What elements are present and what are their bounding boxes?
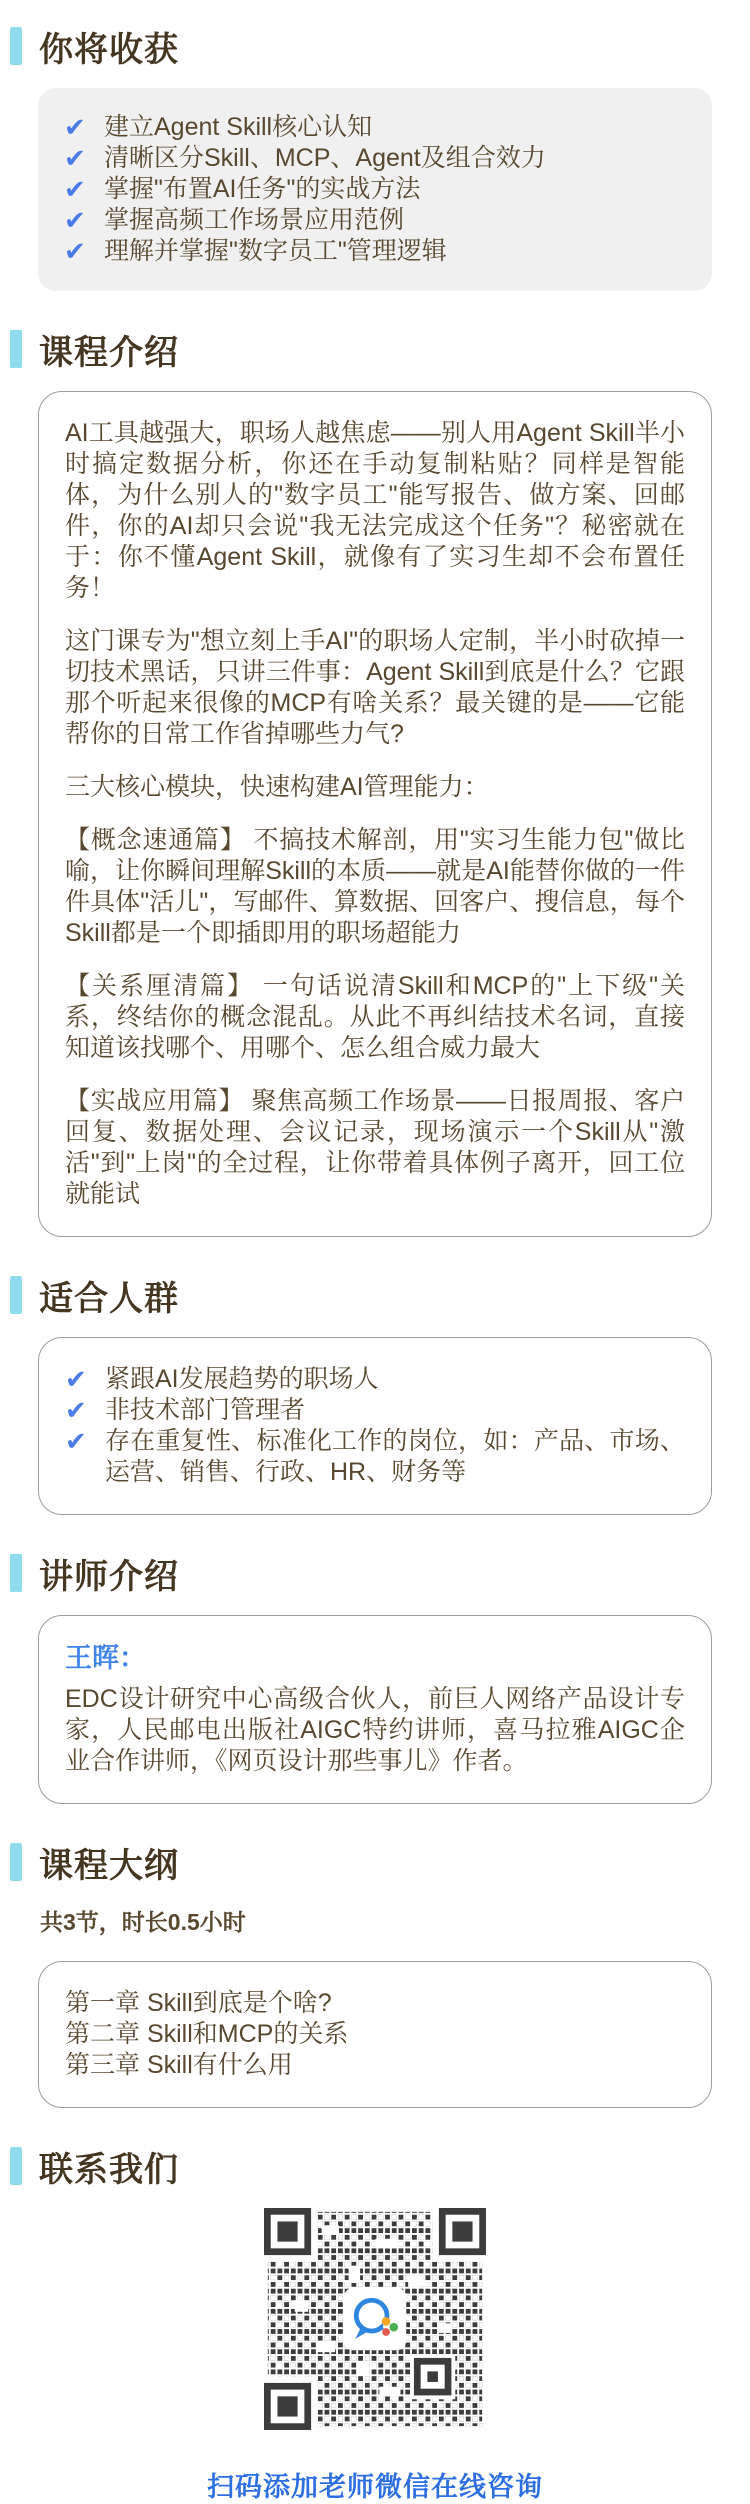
section-title-audience: 适合人群 bbox=[39, 1279, 179, 1318]
wechat-work-logo-icon bbox=[344, 2288, 406, 2350]
gains-card bbox=[38, 88, 712, 291]
section-accent-bar bbox=[10, 1276, 22, 1314]
qr-finder-top-left bbox=[264, 2208, 318, 2262]
list-item bbox=[65, 1364, 685, 1395]
list-item bbox=[64, 112, 686, 143]
section-title-contact: 联系我们 bbox=[39, 2150, 179, 2189]
check-icon: ✔ bbox=[65, 1426, 87, 1456]
qr-caption: 扫码添加老师微信在线咨询 bbox=[207, 2472, 543, 2502]
instructor-name: 王晖： bbox=[65, 1643, 146, 1673]
check-icon: ✔ bbox=[64, 112, 86, 142]
course-intro-card bbox=[38, 391, 712, 1237]
section-contact-header bbox=[0, 2146, 750, 2189]
section-accent-bar bbox=[10, 330, 22, 368]
qr-alignment-pattern bbox=[410, 2354, 455, 2399]
intro-paragraph: 【概念速通篇】 不搞技术解剖，用"实习生能力包"做比喻，让你瞬间理解Skill的本质——就是AI能替你做的一件件具体"活儿"，写邮件、算数据、回客户、搜信息，每个Skill都是一个即插即用的职场超能力 bbox=[65, 826, 685, 947]
section-audience-header bbox=[0, 1275, 750, 1318]
audience-item-label: 非技术部门管理者 bbox=[105, 1396, 306, 1424]
list-item bbox=[64, 143, 686, 174]
section-title-outline: 课程大纲 bbox=[39, 1846, 179, 1885]
gain-item-label: 建立Agent Skill核心认知 bbox=[104, 113, 373, 141]
section-accent-bar bbox=[10, 2147, 22, 2185]
check-icon: ✔ bbox=[64, 174, 86, 204]
outline-card bbox=[38, 1961, 712, 2108]
section-gains bbox=[0, 26, 750, 291]
section-title-course-intro: 课程介绍 bbox=[39, 333, 179, 372]
list-item bbox=[64, 236, 686, 267]
check-icon: ✔ bbox=[64, 143, 86, 173]
wechat-qr-code bbox=[264, 2208, 486, 2430]
section-contact bbox=[0, 2146, 750, 2504]
section-gains-header bbox=[0, 26, 750, 69]
list-item bbox=[65, 1395, 685, 1426]
section-outline-header bbox=[0, 1842, 750, 1885]
audience-item-label: 紧跟AI发展趋势的职场人 bbox=[105, 1365, 379, 1393]
gain-item-label: 掌握高频工作场景应用范例 bbox=[104, 206, 405, 234]
list-item bbox=[64, 205, 686, 236]
section-outline bbox=[0, 1842, 750, 2108]
gain-item-label: 清晰区分Skill、MCP、Agent及组合效力 bbox=[104, 144, 546, 172]
qr-code-container bbox=[0, 2208, 750, 2504]
section-course-intro bbox=[0, 329, 750, 1237]
check-icon: ✔ bbox=[64, 205, 86, 235]
outline-meta: 共3节，时长0.5小时 bbox=[40, 1909, 246, 1935]
list-item bbox=[64, 174, 686, 205]
qr-finder-bottom-left bbox=[264, 2376, 318, 2430]
section-audience bbox=[0, 1275, 750, 1515]
audience-list bbox=[65, 1364, 685, 1488]
instructor-card bbox=[38, 1615, 712, 1804]
gains-list bbox=[64, 112, 686, 267]
gain-item-label: 掌握"布置AI任务"的实战方法 bbox=[104, 175, 421, 203]
qr-finder-top-right bbox=[432, 2208, 486, 2262]
section-accent-bar bbox=[10, 1554, 22, 1592]
section-accent-bar bbox=[10, 1843, 22, 1881]
intro-paragraph: AI工具越强大，职场人越焦虑——别人用Agent Skill半小时搞定数据分析，你还在手动复制粘贴？同样是智能体，为什么别人的"数字员工"能写报告、做方案、回邮件，你的AI却只会说"我无法完成这个任务"？秘密就在于：你不懂Agent Skill，就像有了实习生却不会布置任务！ bbox=[65, 419, 685, 602]
audience-card bbox=[38, 1337, 712, 1515]
audience-item-label: 存在重复性、标准化工作的岗位，如：产品、市场、运营、销售、行政、HR、财务等 bbox=[105, 1427, 685, 1486]
chapter-item: 第三章 Skill有什么用 bbox=[65, 2051, 293, 2079]
chapter-item: 第一章 Skill到底是个啥? bbox=[65, 1989, 332, 2017]
gain-item-label: 理解并掌握"数字员工"管理逻辑 bbox=[104, 237, 447, 265]
list-item bbox=[65, 1426, 685, 1488]
intro-paragraph: 【实战应用篇】 聚焦高频工作场景——日报周报、客户回复、数据处理、会议记录，现场演示一个Skill从"激活"到"上岗"的全过程，让你带着具体例子离开，回工位就能试 bbox=[65, 1087, 685, 1208]
check-icon: ✔ bbox=[65, 1364, 87, 1394]
outline-list bbox=[65, 1988, 685, 2081]
section-accent-bar bbox=[10, 27, 22, 65]
intro-paragraph: 这门课专为"想立刻上手AI"的职场人定制，半小时砍掉一切技术黑话，只讲三件事：Agent Skill到底是什么？它跟那个听起来很像的MCP有啥关系？最关键的是——它能帮你的日常工作省掉哪些力气? bbox=[65, 627, 685, 748]
instructor-bio: EDC设计研究中心高级合伙人，前巨人网络产品设计专家，人民邮电出版社AIGC特约讲师，喜马拉雅AIGC企业合作讲师，《网页设计那些事儿》作者。 bbox=[65, 1685, 685, 1775]
section-course-intro-header bbox=[0, 329, 750, 372]
intro-paragraph: 三大核心模块，快速构建AI管理能力： bbox=[65, 773, 489, 801]
section-instructor-header bbox=[0, 1553, 750, 1596]
chapter-item: 第二章 Skill和MCP的关系 bbox=[65, 2020, 349, 2048]
check-icon: ✔ bbox=[64, 236, 86, 266]
section-instructor bbox=[0, 1553, 750, 1804]
intro-paragraph: 【关系厘清篇】 一句话说清Skill和MCP的"上下级"关系，终结你的概念混乱。从此不再纠结技术名词，直接知道该找哪个、用哪个、怎么组合威力最大 bbox=[65, 972, 685, 1062]
check-icon: ✔ bbox=[65, 1395, 87, 1425]
section-title-gains: 你将收获 bbox=[39, 30, 179, 69]
section-title-instructor: 讲师介绍 bbox=[39, 1557, 179, 1596]
